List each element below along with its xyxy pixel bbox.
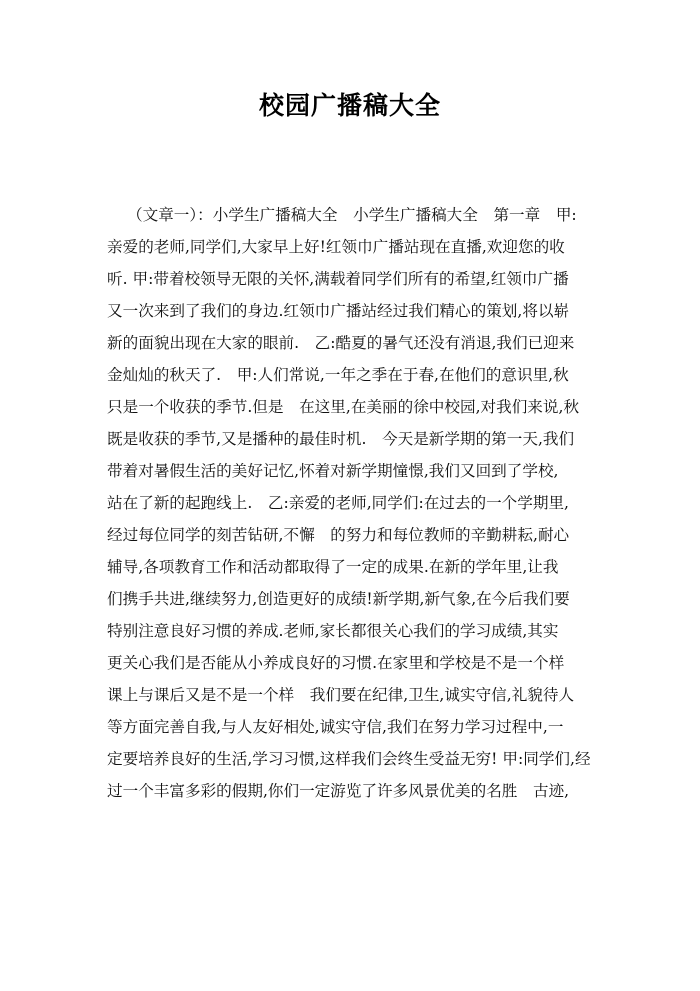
body-line: 辅导,各项教育工作和活动都取得了一定的成果.在新的学年里,让我: [107, 558, 559, 576]
page-title: 校园广播稿大全: [258, 91, 441, 120]
body-line: 既是收获的季节,又是播种的最佳时机. 今天是新学期的第一天,我们: [107, 430, 575, 448]
body-line: 课上与课后又是不是一个样 我们要在纪律,卫生,诚实守信,礼貌待人: [107, 686, 575, 704]
body-line: 们携手共进,继续努力,创造更好的成绩!新学期,新气象,在今后我们要: [107, 590, 570, 608]
body-line: 更关心我们是否能从小养成良好的习惯.在家里和学校是不是一个样: [107, 654, 565, 672]
body-line: （文章一）：小学生广播稿大全 小学生广播稿大全 第一章 甲:: [127, 206, 577, 224]
body-line: 定要培养良好的生活,学习习惯,这样我们会终生受益无穷! 甲:同学们,经: [107, 750, 591, 768]
body-line: 特别注意良好习惯的养成.老师,家长都很关心我们的学习成绩,其实: [107, 622, 559, 640]
body-line: 金灿灿的秋天了. 甲:人们常说,一年之季在于春,在他们的意识里,秋: [107, 366, 569, 384]
body-line: 又一次来到了我们的身边.红领巾广播站经过我们精心的策划,将以崭: [107, 302, 570, 320]
body-line: 过一个丰富多彩的假期,你们一定游览了许多风景优美的名胜 古迹,: [107, 782, 570, 800]
body-line: 只是一个收获的季节.但是 在这里,在美丽的徐中校园,对我们来说,秋: [107, 398, 580, 416]
body-line: 亲爱的老师,同学们,大家早上好!红领巾广播站现在直播,欢迎您的收: [107, 238, 565, 256]
body-line: 新的面貌出现在大家的眼前. 乙:酷夏的暑气还没有消退,我们已迎来: [107, 334, 575, 352]
body-line: 听. 甲:带着校领导无限的关怀,满载着同学们所有的希望,红领巾广播: [107, 270, 569, 288]
body-line: 等方面完善自我,与人友好相处,诚实守信,我们在努力学习过程中,一: [107, 718, 564, 736]
body-line: 带着对暑假生活的美好记忆,怀着对新学期憧憬,我们又回到了学校,: [107, 462, 559, 480]
body-line: 经过每位同学的刻苦钻研,不懈 的努力和每位教师的辛勤耕耘,耐心: [107, 526, 570, 544]
body-line: 站在了新的起跑线上. 乙:亲爱的老师,同学们:在过去的一个学期里,: [107, 494, 570, 512]
